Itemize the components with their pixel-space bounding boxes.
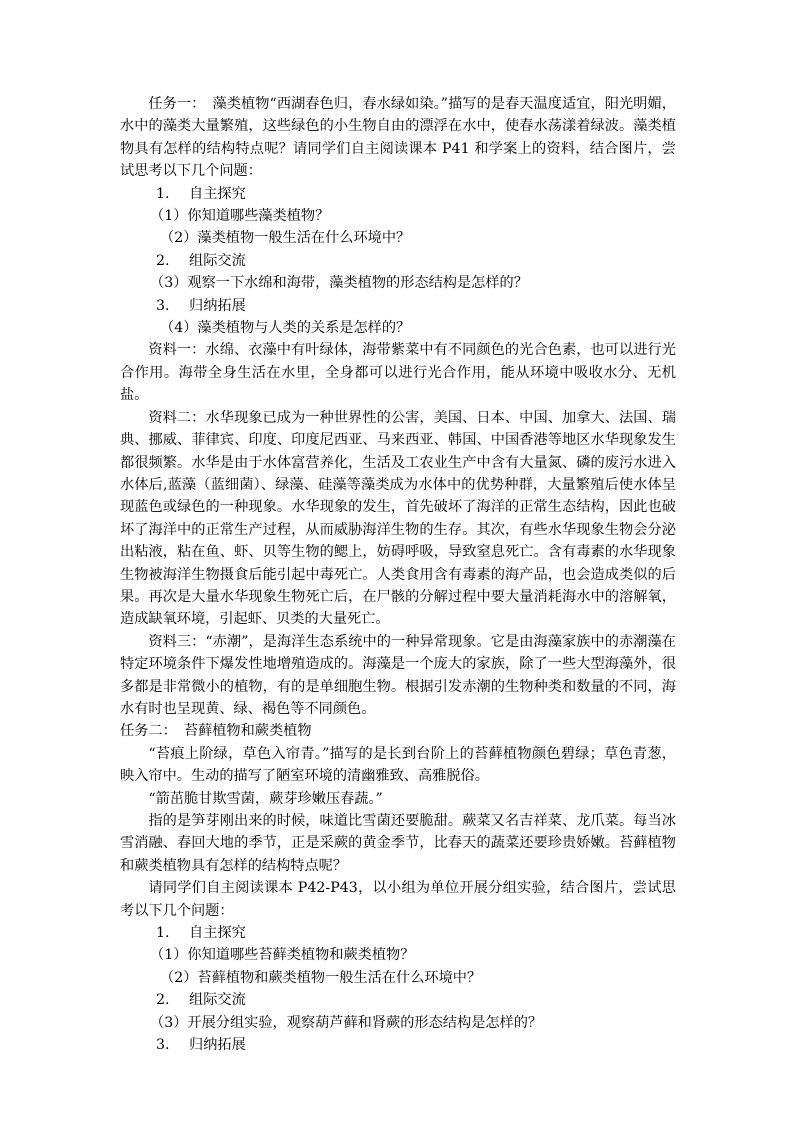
task2-instruction: 请同学们自主阅读课本 P42-P43，以小组为单位开展分组实验，结合图片，尝试思考以下几个问题： bbox=[120, 880, 676, 919]
task1-question-4: （4）藻类植物与人类的关系是怎样的？ bbox=[160, 320, 411, 337]
task2-heading-1 bbox=[120, 922, 676, 944]
resource-2: 资料二：水华现象已成为一种世界性的公害，美国、日本、中国、加拿大、法国、瑞典、挪威、菲律宾、印度、印度尼西亚、马来西亚、韩国、中国香港等地区水华现象发生都很频繁。水华是由于水体富营养化，生活及工农业生产中含有大量氮、磷的废污水进入水体后,蓝藻（蓝细菌）、绿藻、硅藻等藻类成为水体中的优势种群，大量繁殖后使水体呈现蓝色或绿色的一种现象。水华现象的发生，首先破坏了海洋的正常生态结构，因此也破坏了海洋中的正常生产过程，从而威胁海洋生物的生存。其次，有些水华现象生物会分泌出粘液，粘在鱼、虾、贝等生物的鳃上，妨碍呼吸，导致窒息死亡。含有毒素的水华现象生物被海洋生物摄食后能引起中毒死亡。人类食用含有毒素的海产品，也会造成类似的后果。再次是大量水华现象生物死亡后，在尸骸的分解过程中要大量消耗海水中的溶解氧，造成缺氧环境，引起虾、贝类的大量死亡。 bbox=[120, 409, 676, 628]
task2-heading-2 bbox=[120, 989, 676, 1011]
document-page bbox=[120, 93, 676, 1056]
task2-poem-2: “箭茁脆甘欺雪菌，蕨芽珍嫩压春蔬。” bbox=[148, 790, 383, 807]
task1-question-1: （1）你知道哪些藻类植物？ bbox=[150, 208, 330, 225]
task1-heading-2 bbox=[120, 250, 676, 272]
heading-number: 3. bbox=[156, 1037, 170, 1054]
heading-number: 2. bbox=[156, 252, 170, 269]
task2-question-2: （2）苔藓植物和蕨类植物一般生活在什么环境中？ bbox=[160, 969, 482, 986]
task2-question-3: （3）开展分组实验，观察葫芦藓和肾蕨的形态结构是怎样的？ bbox=[150, 1014, 543, 1031]
heading-number: 3. bbox=[156, 297, 170, 314]
task1-intro: 任务一： 藻类植物“西湖春色归，春水绿如染。”描写的是春天温度适宜，阳光明媚，水中的藻类大量繁殖，这些绿色的小生物自由的漂浮在水中，使春水荡漾着绿波。藻类植物具有怎样的结构特点呢？请同学们自主阅读课本 P41 和学案上的资料，结合图片，尝试思考以下几个问题： bbox=[120, 96, 676, 180]
heading-label: 组际交流 bbox=[189, 992, 246, 1009]
resource-1: 资料一：水绵、衣藻中有叶绿体，海带紫菜中有不同颜色的光合色素，也可以进行光合作用。海带全身生活在水里，全身都可以进行光合作用，能从环境中吸收水分、无机盐。 bbox=[120, 342, 676, 404]
resource-3: 资料三：“赤潮”，是海洋生态系统中的一种异常现象。它是由海藻家族中的赤潮藻在特定环境条件下爆发性地增殖造成的。海藻是一个庞大的家族，除了一些大型海藻外，很多都是非常微小的植物，有的是单细胞生物。根据引发赤潮的生物种类和数量的不同，海水有时也呈现黄、绿、褐色等不同颜色。 bbox=[120, 633, 676, 717]
heading-label: 自主探究 bbox=[189, 185, 246, 202]
task1-heading-3 bbox=[120, 295, 676, 317]
heading-number: 1. bbox=[156, 925, 170, 942]
heading-label: 归纳拓展 bbox=[189, 1037, 246, 1054]
task1-heading-1 bbox=[120, 183, 676, 205]
task1-question-2: （2）藻类植物一般生活在什么环境中？ bbox=[160, 230, 411, 247]
task2-explanation: 指的是笋芽刚出来的时候，味道比雪菌还要脆甜。蕨菜又名吉祥菜、龙爪菜。每当冰雪消融、春回大地的季节，正是采蕨的黄金季节，比春天的蔬菜还要珍贵娇嫩。苔藓植物和蕨类植物具有怎样的结构特点呢？ bbox=[120, 813, 676, 874]
task2-question-1: （1）你知道哪些苔藓类植物和蕨类植物？ bbox=[150, 947, 415, 964]
task2-heading-3 bbox=[120, 1034, 676, 1056]
heading-label: 自主探究 bbox=[189, 925, 246, 942]
task1-question-3: （3）观察一下水绵和海带，藻类植物的形态结构是怎样的？ bbox=[150, 275, 528, 292]
task2-title: 任务二： 苔藓植物和蕨类植物 bbox=[120, 723, 312, 740]
heading-label: 归纳拓展 bbox=[189, 297, 246, 314]
task2-poem-1: “苔痕上阶绿，草色入帘青。”描写的是长到台阶上的苔藓植物颜色碧绿；草色青葱，映入帘中。生动的描写了陋室环境的清幽雅致、高雅脱俗。 bbox=[120, 745, 676, 785]
heading-label: 组际交流 bbox=[189, 252, 246, 269]
heading-number: 1. bbox=[156, 185, 170, 202]
heading-number: 2. bbox=[156, 992, 170, 1009]
